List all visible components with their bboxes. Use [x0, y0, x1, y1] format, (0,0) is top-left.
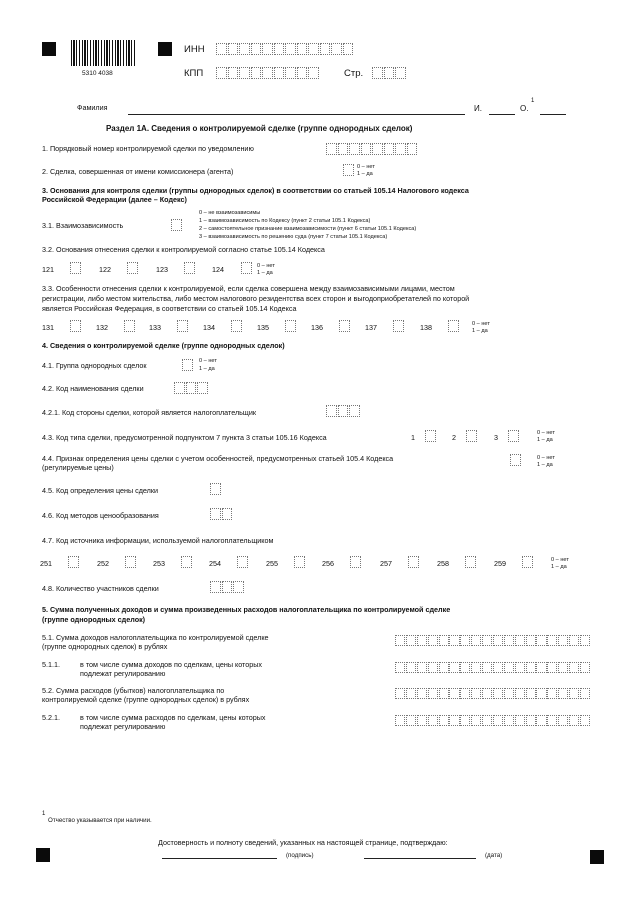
item-3-heading-line2: Российской Федерации (далее – Кодекс) [42, 195, 187, 204]
item-3-3-yes: 1 – да [472, 328, 488, 334]
item-3-1-option-0: 0 – не взаимозависимы [199, 210, 261, 216]
code-138-field[interactable] [448, 320, 460, 332]
item-3-1-label: 3.1. Взаимозависимость [42, 221, 124, 230]
item-1-label: 1. Порядковый номер контролируемой сделки по уведомлению [42, 144, 254, 153]
item-4-heading: 4. Сведения о контролируемой сделке (группе однородных сделок) [42, 341, 285, 350]
item-3-1-option-1: 1 – взаимозависимость по Кодексу (пункт 2 статьи 105.1 Кодекса) [199, 218, 371, 224]
source-257-label: 257 [380, 559, 392, 568]
source-253-label: 253 [153, 559, 165, 568]
source-258-label: 258 [437, 559, 449, 568]
initial-o-label: О. [520, 104, 529, 113]
item-5-heading-line1: 5. Сумма полученных доходов и сумма произведенных расходов налогоплательщика по контролируемой сделке [42, 605, 451, 614]
item-4-6-label: 4.6. Код методов ценообразования [42, 511, 159, 520]
item-4-3-label: 4.3. Код типа сделки, предусмотренной подпунктом 7 пункта 3 статьи 105.16 Кодекса [42, 433, 327, 442]
homogeneous-group-field[interactable] [182, 359, 194, 371]
item-3-3-line2: регистрации, либо местом жительства, либо местом налогового резидентства всех сторон и выгодоприобретателей по которой [42, 294, 470, 303]
item-4-2-1-label: 4.2.1. Код стороны сделки, которой является налогоплательщик [42, 408, 256, 417]
item-2-no: 0 – нет [357, 164, 375, 170]
code-136-label: 136 [311, 323, 323, 332]
barcode-image [71, 40, 137, 66]
code-131-label: 131 [42, 323, 54, 332]
item-3-2-yes: 1 – да [257, 270, 273, 276]
price-determination-code-field[interactable] [210, 483, 222, 495]
code-122-field[interactable] [127, 262, 139, 274]
confirmation-text: Достоверность и полноту сведений, указанных на настоящей странице, подтверждаю: [158, 838, 448, 847]
type-code-3-field[interactable] [508, 430, 520, 442]
item-3-1-option-3: 3 – взаимозависимость по решению суда (пункт 7 статьи 105.1 Кодекса) [199, 234, 388, 240]
surname-label: Фамилия [77, 103, 108, 112]
source-253-field[interactable] [181, 556, 193, 568]
source-252-label: 252 [97, 559, 109, 568]
item-4-1-label: 4.1. Группа однородных сделок [42, 361, 147, 370]
item-5-2-line2: контролируемой сделке (группе однородных сделок) в рублях [42, 695, 250, 704]
item-4-7-yes: 1 – да [551, 564, 567, 570]
item-4-4-yes: 1 – да [537, 462, 553, 468]
code-122-label: 122 [99, 265, 111, 274]
code-121-label: 121 [42, 265, 54, 274]
code-133-field[interactable] [177, 320, 189, 332]
code-123-field[interactable] [184, 262, 196, 274]
source-258-field[interactable] [465, 556, 477, 568]
code-137-label: 137 [365, 323, 377, 332]
code-138-label: 138 [420, 323, 432, 332]
item-3-3-line3: является Российская Федерация, в соответствии со статьей 105.14 Кодекса [42, 304, 297, 313]
item-3-2-label: 3.2. Основания отнесения сделки к контролируемой согласно статье 105.14 Кодекса [42, 245, 325, 254]
date-line[interactable] [364, 858, 476, 859]
source-252-field[interactable] [125, 556, 137, 568]
item-4-4-line1: 4.4. Признак определения цены сделки с учетом особенностей, предусмотренных статьей 105.4 Кодекса [42, 454, 394, 463]
item-4-4-line2: (регулируемые цены) [42, 463, 114, 472]
deal-name-code-field[interactable] [174, 382, 209, 394]
surname-line[interactable] [128, 114, 465, 115]
code-135-label: 135 [257, 323, 269, 332]
item-5-heading-line2: (группе однородных сделок) [42, 615, 146, 624]
pricing-method-code-field[interactable] [210, 508, 233, 520]
page-label: Стр. [344, 68, 364, 79]
expenses-amount-field[interactable] [395, 688, 591, 699]
kpp-field[interactable] [216, 67, 320, 79]
code-137-field[interactable] [393, 320, 405, 332]
inn-label: ИНН [184, 44, 205, 55]
item-2-yes: 1 – да [357, 171, 373, 177]
source-251-field[interactable] [68, 556, 80, 568]
source-256-field[interactable] [350, 556, 362, 568]
code-132-label: 132 [96, 323, 108, 332]
code-124-field[interactable] [241, 262, 253, 274]
registration-marker-top-right [158, 42, 172, 56]
item-5-2-1-line1: в том числе сумма расходов по сделкам, цены которых [80, 713, 266, 722]
type-code-1-label: 1 [411, 433, 415, 442]
section-title: Раздел 1А. Сведения о контролируемой сделке (группе однородных сделок) [106, 124, 413, 133]
registration-marker-bottom-left [36, 848, 50, 862]
type-code-2-label: 2 [452, 433, 456, 442]
code-133-label: 133 [149, 323, 161, 332]
registration-marker-bottom-right [590, 850, 604, 864]
item-4-2-label: 4.2. Код наименования сделки [42, 384, 144, 393]
regulated-price-field[interactable] [510, 454, 522, 466]
initial-i-label: И. [474, 104, 482, 113]
interdependence-field[interactable] [171, 219, 183, 231]
source-255-label: 255 [266, 559, 278, 568]
initial-i-line[interactable] [489, 114, 515, 115]
footnote-text: Отчество указывается при наличии. [48, 817, 152, 824]
type-code-3-label: 3 [494, 433, 498, 442]
code-131-field[interactable] [70, 320, 82, 332]
type-code-2-field[interactable] [466, 430, 478, 442]
footnote-number: 1 [42, 811, 46, 817]
source-256-label: 256 [322, 559, 334, 568]
registration-marker-top-left [42, 42, 56, 56]
source-254-label: 254 [209, 559, 221, 568]
source-259-field[interactable] [522, 556, 534, 568]
item-5-1-line1: 5.1. Сумма доходов налогоплательщика по контролируемой сделке [42, 633, 269, 642]
item-3-heading-line1: 3. Основания для контроля сделки (группы однородных сделок) в соответствии со статьей 105.14 Налогового кодекса [42, 186, 469, 195]
code-136-field[interactable] [339, 320, 351, 332]
source-251-label: 251 [40, 559, 52, 568]
item-5-1-1-number: 5.1.1. [42, 660, 60, 669]
item-4-4-no: 0 – нет [537, 455, 555, 461]
code-134-label: 134 [203, 323, 215, 332]
item-4-7-label: 4.7. Код источника информации, используемой налогоплательщиком [42, 536, 274, 545]
item-2-label: 2. Сделка, совершенная от имени комиссионера (агента) [42, 167, 234, 176]
initial-o-line[interactable] [540, 114, 566, 115]
income-amount-field[interactable] [395, 635, 591, 646]
participants-count-field[interactable] [210, 581, 245, 593]
inn-field[interactable] [216, 43, 354, 55]
item-5-1-line2: (группе однородных сделок) в рублях [42, 642, 168, 651]
source-259-label: 259 [494, 559, 506, 568]
source-255-field[interactable] [294, 556, 306, 568]
item-4-1-no: 0 – нет [199, 358, 217, 364]
item-4-8-label: 4.8. Количество участников сделки [42, 584, 159, 593]
code-135-field[interactable] [285, 320, 297, 332]
regulated-expenses-amount-field[interactable] [395, 715, 591, 726]
date-caption: (дата) [485, 852, 503, 859]
item-5-2-1-line2: подлежат регулированию [80, 722, 166, 731]
deal-number-field[interactable] [326, 143, 418, 155]
item-3-2-no: 0 – нет [257, 263, 275, 269]
kpp-label: КПП [184, 68, 204, 79]
item-5-1-1-line1: в том числе сумма доходов по сделкам, цены которых [80, 660, 263, 669]
code-121-field[interactable] [70, 262, 82, 274]
signature-line[interactable] [162, 858, 277, 859]
item-5-1-1-line2: подлежат регулированию [80, 669, 166, 678]
source-257-field[interactable] [408, 556, 420, 568]
item-5-2-line1: 5.2. Сумма расходов (убытков) налогоплательщика по [42, 686, 225, 695]
item-4-1-yes: 1 – да [199, 366, 215, 372]
item-4-3-no: 0 – нет [537, 430, 555, 436]
item-4-3-yes: 1 – да [537, 437, 553, 443]
code-132-field[interactable] [124, 320, 136, 332]
item-3-1-option-2: 2 – самостоятельное признание взаимозависимости (пункт 6 статьи 105.1 Кодекса) [199, 226, 417, 232]
item-5-2-1-number: 5.2.1. [42, 713, 60, 722]
page-number-field[interactable] [372, 67, 407, 79]
agent-deal-field[interactable] [343, 164, 355, 176]
code-123-label: 123 [156, 265, 168, 274]
item-3-3-line1: 3.3. Особенности отнесения сделки к контролируемой, если сделка совершена между взаимозависимыми лицами, местом [42, 284, 455, 293]
source-254-field[interactable] [237, 556, 249, 568]
footnote-marker: 1 [531, 98, 535, 104]
taxpayer-side-code-field[interactable] [326, 405, 361, 417]
item-3-3-no: 0 – нет [472, 321, 490, 327]
code-134-field[interactable] [231, 320, 243, 332]
signature-caption: (подпись) [286, 852, 314, 859]
item-4-5-label: 4.5. Код определения цены сделки [42, 486, 159, 495]
type-code-1-field[interactable] [425, 430, 437, 442]
code-124-label: 124 [212, 265, 224, 274]
barcode-number: 5310 4038 [82, 70, 113, 77]
regulated-income-amount-field[interactable] [395, 662, 591, 673]
item-4-7-no: 0 – нет [551, 557, 569, 563]
